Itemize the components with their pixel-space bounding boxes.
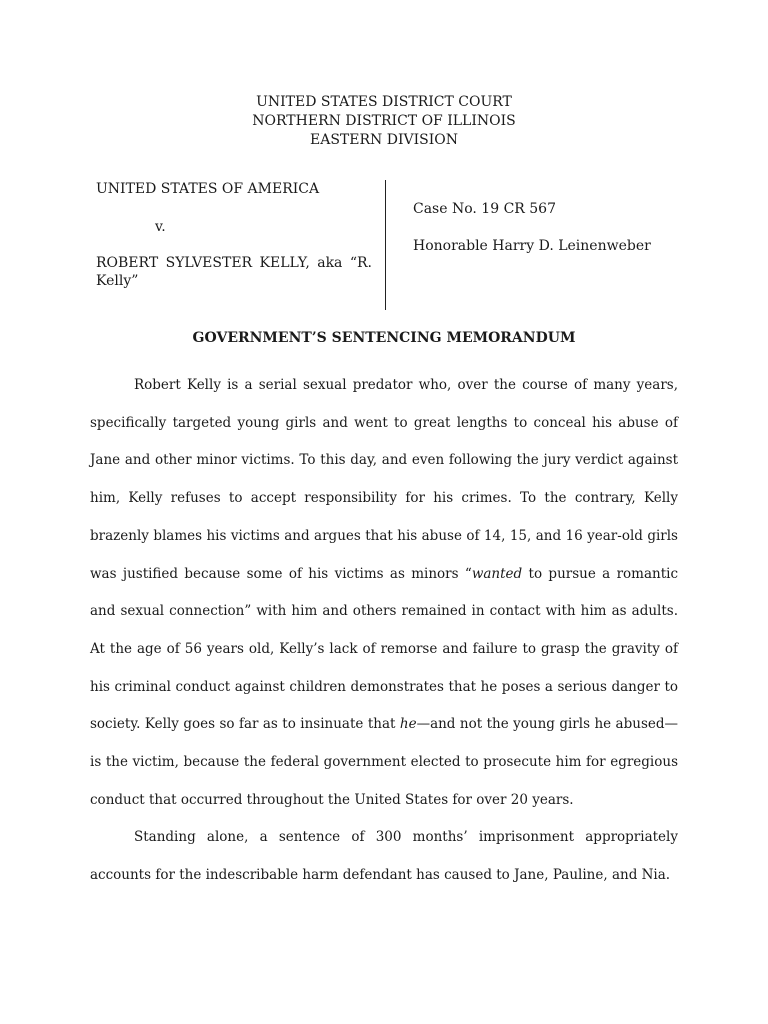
caption-divider: [385, 180, 386, 310]
court-name: UNITED STATES DISTRICT COURT: [256, 94, 512, 110]
court-division: EASTERN DIVISION: [310, 132, 458, 148]
memo-body: [90, 367, 678, 895]
case-number: Case No. 19 CR 567: [413, 201, 557, 217]
court-header: [0, 93, 768, 150]
plaintiff-name: UNITED STATES OF AMERICA: [96, 181, 320, 197]
paragraph-text: Robert Kelly is a serial sexual predator who, over the course of many years, specifically targeted young girls and went to great lengths to conceal his abuse of Jane and other minor victims. To this day, and even following the jury verdict against him, Kelly refuses to accept responsibility for his crimes. To the contrary, Kelly brazenly blames his victims and argues that his abuse of 14, 15, and 16 year-old girls was justified because some of his victims as minors “: [90, 377, 678, 582]
emphasis-text: wanted: [471, 565, 523, 582]
memo-title: GOVERNMENT’S SENTENCING MEMORANDUM: [192, 330, 576, 346]
case-caption: [96, 180, 656, 310]
paragraph-text: to pursue a romantic and sexual connection” with him and others remained in contact with him as adults. At the age of 56 years old, Kelly’s lack of remorse and failure to grasp the gravity of his criminal conduct against children demonstrates that he poses a serious danger to society. Kelly goes so far as to insinuate that: [90, 565, 678, 733]
defendant-name: ROBERT SYLVESTER KELLY, aka “R. Kelly”: [96, 255, 372, 289]
body-paragraph-1: [90, 367, 678, 819]
paragraph-text: —and not the young girls he abused—is the victim, because the federal government elected to prosecute him for egregious conduct that occurred throughout the United States for over 20 years.: [90, 716, 679, 808]
court-district: NORTHERN DISTRICT OF ILLINOIS: [252, 113, 516, 129]
body-paragraph-2: Standing alone, a sentence of 300 months’ imprisonment appropriately accounts for the indescribable harm defendant has caused to Jane, Pauline, and Nia.: [90, 829, 678, 884]
emphasis-text: he: [399, 716, 417, 733]
judge-name: Honorable Harry D. Leinenweber: [413, 238, 651, 254]
versus-label: v.: [155, 219, 166, 235]
